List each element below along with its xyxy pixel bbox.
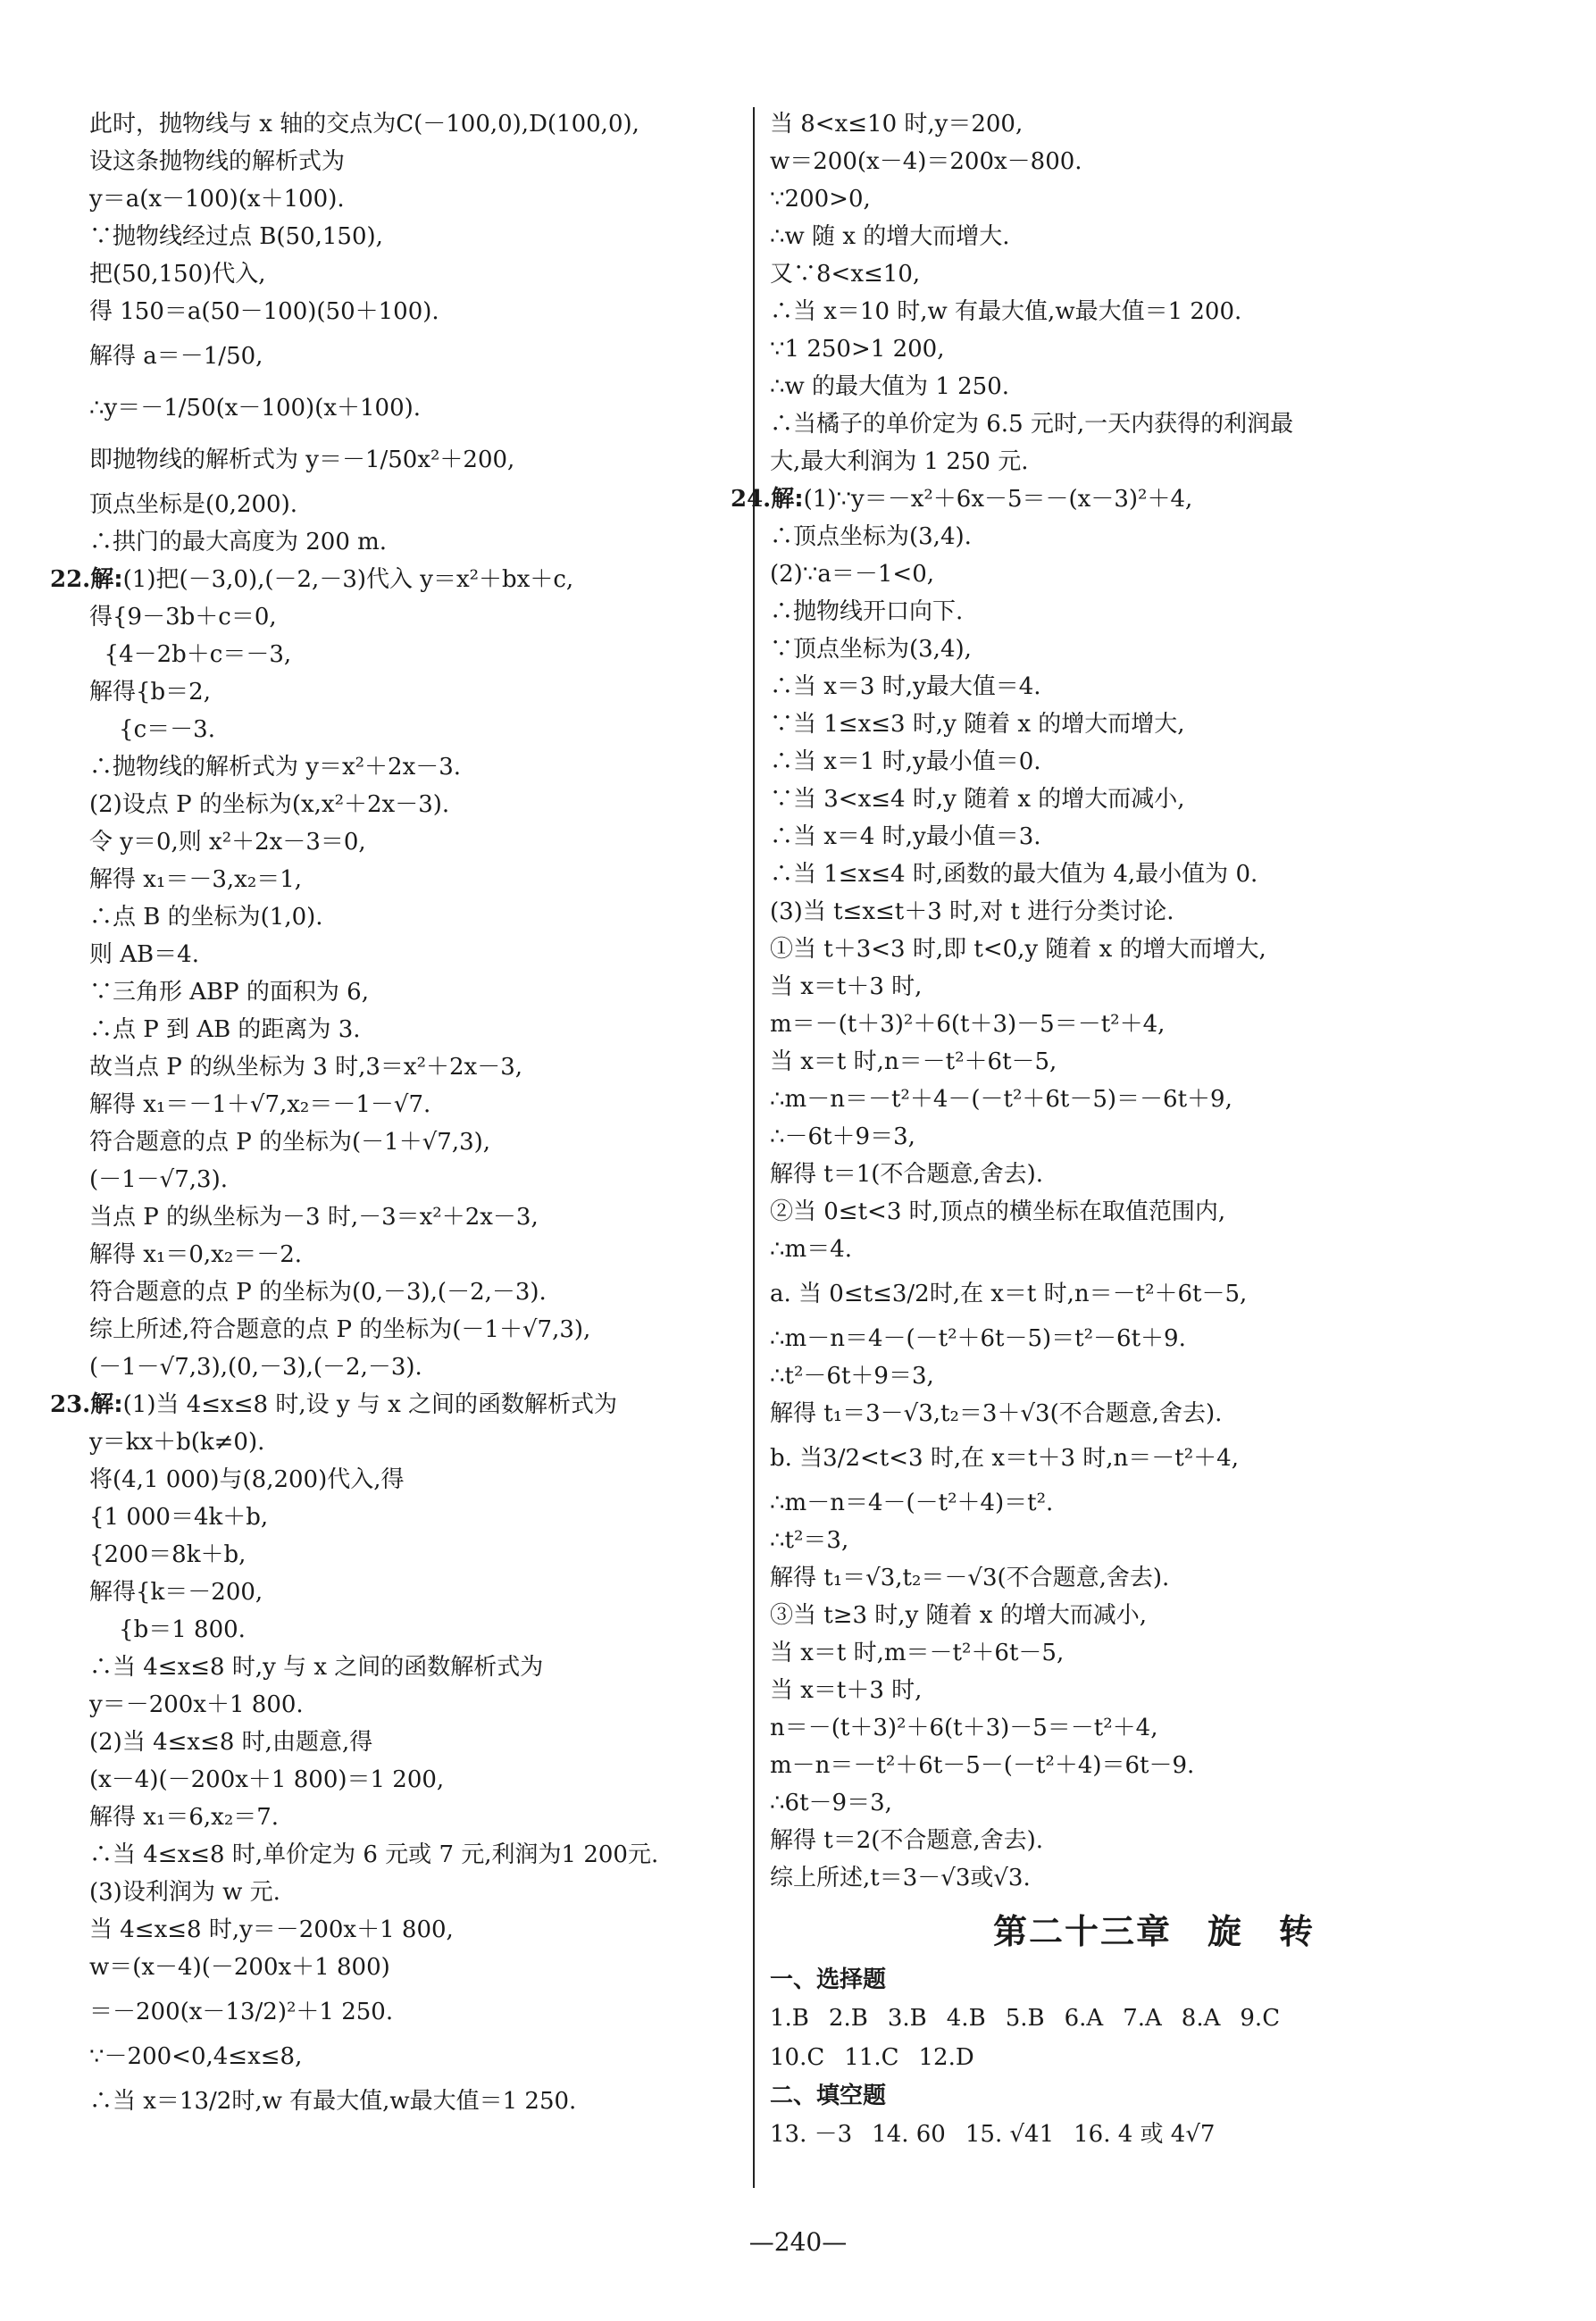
line-text: ∴当 x＝4 时,y最小值＝3. [770,823,1041,850]
choice-answers-row-1 [770,1999,1538,2038]
line-text: ∴当 4≤x≤8 时,y 与 x 之间的函数解析式为 [89,1654,544,1681]
line-text: ∴t²－6t＋9＝3, [770,1363,934,1390]
line-text: m－n＝－t²＋6t－5－(－t²＋4)＝6t－9. [770,1752,1195,1779]
text-line [89,1724,732,1761]
line-text: 得 150＝a(50－100)(50＋100). [89,298,439,325]
text-line [89,1649,732,1686]
text-line [770,368,1538,405]
text-line [770,856,1538,893]
text-line [770,330,1538,368]
text-line [89,1536,732,1574]
line-text: 即抛物线的解析式为 y＝－1/50x²＋200, [89,447,515,473]
text-line [89,823,732,861]
text-line [770,1320,1538,1357]
line-text: 解得 t＝2(不合题意,舍去). [770,1827,1044,1854]
text-line [770,1043,1538,1081]
text-line [50,1386,732,1423]
line-text: 将(4,1 000)与(8,200)代入,得 [89,1466,405,1493]
text-line [770,1859,1538,1897]
line-text: ∴点 P 到 AB 的距离为 3. [89,1016,361,1043]
line-text: (1)当 4≤x≤8 时,设 y 与 x 之间的函数解析式为 [122,1391,617,1418]
text-line [770,743,1538,781]
line-text: a. 当 0≤t≤3/2时,在 x＝t 时,n＝－t²＋6t－5, [770,1281,1248,1307]
line-text: 故当点 P 的纵坐标为 3 时,3＝x²＋2x－3, [89,1054,522,1081]
text-line [89,1311,732,1348]
answer-item: 13. －3 [770,2121,853,2148]
text-line [89,1686,732,1724]
text-line [89,1986,732,2038]
line-text: 综上所述,t＝3－√3或√3. [770,1865,1031,1891]
line-text: 顶点坐标是(0,200). [89,491,297,518]
text-line [89,1611,732,1649]
text-line [89,218,732,255]
line-text: y＝kx＋b(k≠0). [89,1429,265,1456]
text-line [89,434,732,486]
line-text: ∴顶点坐标为(3,4). [770,523,972,550]
text-line [770,818,1538,856]
text-line [770,518,1538,555]
answer-item: 7.A [1123,2005,1162,2032]
line-text: 当点 P 的纵坐标为－3 时,－3＝x²＋2x－3, [89,1204,539,1231]
text-line [89,1273,732,1311]
line-text: ∴w 的最大值为 1 250. [770,373,1010,400]
line-text: 解得 x₁＝0,x₂＝－2. [89,1241,303,1268]
text-line [89,636,732,673]
text-line [89,382,732,434]
text-line [89,523,732,561]
answer-item: 4.B [946,2005,986,2032]
fill-answers [770,2115,1538,2154]
text-line [770,143,1538,180]
text-line [89,1799,732,1836]
answer-item: 1.B [770,2005,809,2032]
text-line [89,1123,732,1161]
line-text: {b＝1 800. [89,1616,246,1643]
section-title-fill: 二、填空题 [770,2083,887,2109]
text-line [89,1949,732,1986]
text-line [770,555,1538,593]
line-text: ∴当 x＝13/2时,w 有最大值,w最大值＝1 250. [89,2088,577,2115]
text-line [89,598,732,636]
text-line [89,2075,732,2127]
text-line [89,1086,732,1123]
text-line [770,1231,1538,1268]
line-text: ∴m＝4. [770,1236,853,1263]
text-line [770,405,1538,443]
text-line [89,1761,732,1799]
answer-item: 12.D [918,2044,974,2071]
line-text: m＝－(t＋3)²＋6(t＋3)－5＝－t²＋4, [770,1011,1166,1038]
line-text: 解得 x₁＝－3,x₂＝1, [89,866,303,893]
text-line [89,898,732,936]
right-column [731,105,1538,2154]
answer-item: 9.C [1240,2005,1281,2032]
line-text: 又∵8<x≤10, [770,261,921,288]
text-line [770,180,1538,218]
line-text: 令 y＝0,则 x²＋2x－3＝0, [89,829,366,856]
text-line [770,293,1538,330]
text-line [89,973,732,1011]
text-line [731,480,1538,518]
text-line [770,931,1538,968]
line-text: 解得{k＝－200, [89,1579,263,1606]
line-text: 当 4≤x≤8 时,y＝－200x＋1 800, [89,1916,454,1943]
line-text: ∵－200<0,4≤x≤8, [89,2043,303,2070]
line-text: {4－2b＋c＝－3, [89,641,292,668]
text-line [770,1822,1538,1859]
line-text: w＝(x－4)(－200x＋1 800) [89,1954,390,1981]
text-line [770,1784,1538,1822]
line-text: w＝200(x－4)＝200x－800. [770,148,1082,175]
line-text: 大,最大利润为 1 250 元. [770,448,1029,475]
chapter-title: 第二十三章 旋 转 [992,1912,1315,1951]
line-text: 把(50,150)代入, [89,261,266,288]
text-line [89,936,732,973]
answer-item: 16. 4 或 4√7 [1074,2121,1216,2148]
answer-item: 11.C [844,2044,899,2071]
text-line [89,2038,732,2075]
line-text: ∴t²＝3, [770,1527,849,1554]
line-text: ②当 0≤t<3 时,顶点的横坐标在取值范围内, [770,1198,1226,1225]
text-line [770,781,1538,818]
line-text: ①当 t＋3<3 时,即 t<0,y 随着 x 的增大而增大, [770,936,1266,963]
line-text: (－1－√7,3),(0,－3),(－2,－3). [89,1354,422,1381]
text-line [770,968,1538,1006]
problem-number: 24. [731,486,772,513]
text-line [50,561,732,598]
line-text: ∴拱门的最大高度为 200 m. [89,529,388,555]
text-line [770,255,1538,293]
text-line [770,668,1538,705]
line-text: ∴当橘子的单价定为 6.5 元时,一天内获得的利润最 [770,411,1294,438]
text-line [89,748,732,786]
line-text: ∴m－n＝－t²＋4－(－t²＋6t－5)＝－6t＋9, [770,1086,1233,1113]
solution-label: 解: [90,1391,123,1418]
text-line [89,1836,732,1874]
line-text: 符合题意的点 P 的坐标为(－1＋√7,3), [89,1129,491,1156]
text-line [89,1348,732,1386]
text-line [89,105,732,143]
text-line [89,786,732,823]
right-column-lines [731,105,1538,1897]
line-text: 当 x＝t＋3 时, [770,973,923,1000]
text-line [89,1423,732,1461]
line-text: 解得 x₁＝－1＋√7,x₂＝－1－√7. [89,1091,431,1118]
text-line [770,1432,1538,1484]
line-text: (3)当 t≤x≤t＋3 时,对 t 进行分类讨论. [770,898,1174,925]
text-line [89,1011,732,1048]
line-text: ∴抛物线开口向下. [770,598,964,625]
line-text: 综上所述,符合题意的点 P 的坐标为(－1＋√7,3), [89,1316,591,1343]
answer-item: 14. 60 [872,2121,946,2148]
line-text: 符合题意的点 P 的坐标为(0,－3),(－2,－3). [89,1279,547,1306]
line-text: 解得 x₁＝6,x₂＝7. [89,1804,280,1831]
line-text: {200＝8k＋b, [89,1541,247,1568]
line-text: ∴w 随 x 的增大而增大. [770,223,1010,250]
line-text: ∴－6t＋9＝3, [770,1123,915,1150]
answer-item: 10.C [770,2044,825,2071]
text-line [89,1461,732,1499]
text-line [770,1559,1538,1597]
line-text: ∴y＝－1/50(x－100)(x＋100). [89,395,422,422]
text-line [770,1522,1538,1559]
line-text: 当 x＝t 时,n＝－t²＋6t－5, [770,1048,1057,1075]
left-column [50,105,732,2127]
line-text: ∴当 x＝1 时,y最小值＝0. [770,748,1041,775]
solution-label: 解: [90,566,123,593]
answer-item: 8.A [1181,2005,1221,2032]
line-text: ∴m－n＝4－(－t²＋4)＝t². [770,1490,1054,1516]
line-text: ∴当 4≤x≤8 时,单价定为 6 元或 7 元,利润为1 200元. [89,1841,659,1868]
line-text: 当 x＝t 时,m＝－t²＋6t－5, [770,1640,1065,1666]
text-line [89,143,732,180]
text-line [770,1484,1538,1522]
text-line [89,1161,732,1198]
text-line [770,1268,1538,1320]
answer-item: 15. √41 [965,2121,1055,2148]
section-title-choice: 一、选择题 [770,1966,887,1993]
text-line [89,1499,732,1536]
line-text: (3)设利润为 w 元. [89,1879,280,1906]
text-line [89,330,732,382]
text-line [770,1118,1538,1156]
line-text: n＝－(t＋3)²＋6(t＋3)－5＝－t²＋4, [770,1715,1158,1741]
solution-label: 解: [771,486,804,513]
line-text: ∴当 x＝3 时,y最大值＝4. [770,673,1041,700]
text-line [770,443,1538,480]
line-text: y＝－200x＋1 800. [89,1691,304,1718]
line-text: (1)把(－3,0),(－2,－3)代入 y＝x²＋bx＋c, [122,566,574,593]
line-text: ∵三角形 ABP 的面积为 6, [89,979,369,1006]
page-number: —240— [748,2227,848,2257]
line-text: ∴点 B 的坐标为(1,0). [89,904,323,931]
line-text: y＝a(x－100)(x＋100). [89,186,345,213]
line-text: 解得{b＝2, [89,679,211,705]
text-line [770,105,1538,143]
line-text: (2)∵a＝－1<0, [770,561,935,588]
line-text: (x－4)(－200x＋1 800)＝1 200, [89,1766,445,1793]
text-line [770,1672,1538,1709]
text-line [89,673,732,711]
text-line [770,1006,1538,1043]
problem-number: 22. [50,566,91,593]
line-text: 当 8<x≤10 时,y＝200, [770,111,1024,138]
text-line [89,1198,732,1236]
text-line [770,1709,1538,1747]
line-text: 此时，抛物线与 x 轴的交点为C(－100,0),D(100,0), [89,111,639,138]
answer-item: 2.B [828,2005,868,2032]
text-line [770,705,1538,743]
text-line [89,1048,732,1086]
line-text: ∴当 x＝10 时,w 有最大值,w最大值＝1 200. [770,298,1242,325]
line-text: 解得 a＝－1/50, [89,343,263,370]
text-line [89,293,732,330]
line-text: 当 x＝t＋3 时, [770,1677,923,1704]
line-text: ∵顶点坐标为(3,4), [770,636,972,663]
text-line [89,1574,732,1611]
text-line [770,218,1538,255]
line-text: (－1－√7,3). [89,1166,229,1193]
line-text: 解得 t₁＝3－√3,t₂＝3＋√3(不合题意,舍去). [770,1400,1223,1427]
text-line [770,1193,1538,1231]
line-text: {1 000＝4k＋b, [89,1504,269,1531]
problem-number: 23. [50,1391,91,1418]
text-line [89,1911,732,1949]
choice-answers-row-2 [770,2038,1538,2077]
line-text: 得{9－3b＋c＝0, [89,604,277,630]
text-line [89,711,732,748]
answer-item: 6.A [1064,2005,1104,2032]
text-line [770,593,1538,630]
line-text: 则 AB＝4. [89,941,199,968]
text-line [770,1395,1538,1432]
line-text: (2)当 4≤x≤8 时,由题意,得 [89,1729,373,1756]
line-text: ③当 t≥3 时,y 随着 x 的增大而减小, [770,1602,1147,1629]
line-text: 设这条抛物线的解析式为 [89,148,346,175]
line-text: 解得 t₁＝√3,t₂＝－√3(不合题意,舍去). [770,1565,1170,1591]
text-line [89,180,732,218]
line-text: b. 当3/2<t<3 时,在 x＝t＋3 时,n＝－t²＋4, [770,1445,1239,1472]
line-text: ∴抛物线的解析式为 y＝x²＋2x－3. [89,754,462,781]
answer-item: 3.B [887,2005,927,2032]
column-divider [753,107,755,2188]
line-text: ∵当 1≤x≤3 时,y 随着 x 的增大而增大, [770,711,1185,738]
line-text: {c＝－3. [89,716,215,743]
line-text: (2)设点 P 的坐标为(x,x²＋2x－3). [89,791,450,818]
text-line [770,1081,1538,1118]
line-text: ＝－200(x－13/2)²＋1 250. [89,1999,394,2025]
text-line [89,1874,732,1911]
text-line [89,1236,732,1273]
text-line [770,893,1538,931]
line-text: ∵200>0, [770,186,871,213]
text-line [770,1156,1538,1193]
text-line [770,1747,1538,1784]
answer-item: 5.B [1005,2005,1045,2032]
line-text: (1)∵y＝－x²＋6x－5＝－(x－3)²＋4, [803,486,1193,513]
text-line [770,630,1538,668]
line-text: ∵当 3<x≤4 时,y 随着 x 的增大而减小, [770,786,1185,813]
text-line [770,1634,1538,1672]
text-line [770,1357,1538,1395]
line-text: ∴6t－9＝3, [770,1790,892,1816]
line-text: ∴m－n＝4－(－t²＋6t－5)＝t²－6t＋9. [770,1325,1186,1352]
text-line [770,1597,1538,1634]
line-text: ∴当 1≤x≤4 时,函数的最大值为 4,最小值为 0. [770,861,1258,888]
line-text: ∵抛物线经过点 B(50,150), [89,223,383,250]
text-line [89,255,732,293]
line-text: ∵1 250>1 200, [770,336,945,363]
text-line [89,861,732,898]
line-text: 解得 t＝1(不合题意,舍去). [770,1161,1044,1188]
text-line [89,486,732,523]
